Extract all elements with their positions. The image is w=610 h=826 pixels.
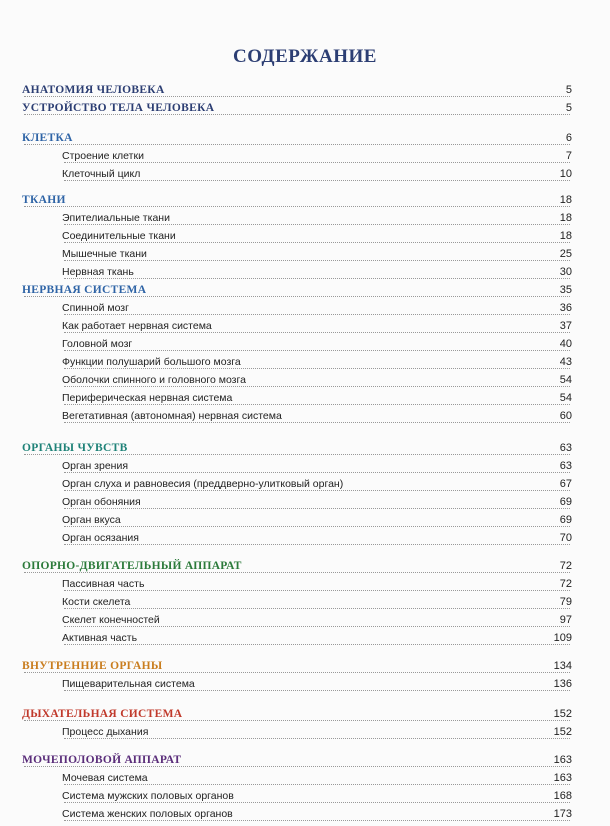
toc-section-entry bbox=[0, 560, 610, 578]
page-number: 54 bbox=[557, 392, 572, 404]
dot-leader bbox=[64, 526, 570, 527]
toc-subentry bbox=[0, 392, 610, 410]
dot-leader bbox=[24, 114, 570, 115]
page-number: 10 bbox=[557, 168, 572, 180]
dot-leader bbox=[64, 386, 570, 387]
toc-subentry bbox=[0, 614, 610, 632]
page-number: 40 bbox=[557, 338, 572, 350]
dot-leader bbox=[24, 672, 570, 673]
toc-subentry bbox=[0, 496, 610, 514]
page-number: 7 bbox=[563, 150, 572, 162]
page-number: 136 bbox=[551, 678, 572, 690]
subsection-title: Эпителиальные ткани bbox=[62, 212, 173, 224]
toc-subentry bbox=[0, 356, 610, 374]
dot-leader bbox=[64, 332, 570, 333]
toc-subentry bbox=[0, 150, 610, 168]
page-number: 70 bbox=[557, 532, 572, 544]
toc-subentry bbox=[0, 374, 610, 392]
page-number: 43 bbox=[557, 356, 572, 368]
subsection-title: Орган зрения bbox=[62, 460, 131, 472]
toc-subentry bbox=[0, 212, 610, 230]
toc-subentry bbox=[0, 596, 610, 614]
toc-subentry bbox=[0, 678, 610, 696]
toc-section-entry bbox=[0, 194, 610, 212]
page-number: 63 bbox=[557, 442, 572, 454]
dot-leader bbox=[64, 608, 570, 609]
subsection-title: Как работает нервная система bbox=[62, 320, 215, 332]
toc-section-entry bbox=[0, 284, 610, 302]
page-number: 5 bbox=[563, 84, 572, 96]
toc-section-entry bbox=[0, 660, 610, 678]
subsection-title: Процесс дыхания bbox=[62, 726, 151, 738]
section-title: ДЫХАТЕЛЬНАЯ СИСТЕМА bbox=[22, 708, 185, 720]
dot-leader bbox=[24, 96, 570, 97]
subsection-title: Периферическая нервная система bbox=[62, 392, 235, 404]
subsection-title: Орган вкуса bbox=[62, 514, 124, 526]
subsection-title: Кости скелета bbox=[62, 596, 133, 608]
dot-leader bbox=[64, 784, 570, 785]
page-number: 72 bbox=[557, 560, 572, 572]
page-number: 134 bbox=[551, 660, 572, 672]
dot-leader bbox=[64, 820, 570, 821]
toc-subentry bbox=[0, 632, 610, 650]
page-number: 163 bbox=[551, 772, 572, 784]
page-number: 6 bbox=[563, 132, 572, 144]
toc-section-entry bbox=[0, 132, 610, 150]
subsection-title: Функции полушарий большого мозга bbox=[62, 356, 244, 368]
toc-subentry bbox=[0, 514, 610, 532]
page-number: 168 bbox=[551, 790, 572, 802]
dot-leader bbox=[64, 260, 570, 261]
toc-section-entry bbox=[0, 442, 610, 460]
toc-subentry bbox=[0, 248, 610, 266]
toc-subentry bbox=[0, 772, 610, 790]
toc-subentry bbox=[0, 320, 610, 338]
section-title: ОРГАНЫ ЧУВСТВ bbox=[22, 442, 131, 454]
page-number: 5 bbox=[563, 102, 572, 114]
toc-section-entry bbox=[0, 84, 610, 102]
dot-leader bbox=[64, 626, 570, 627]
page-number: 25 bbox=[557, 248, 572, 260]
dot-leader bbox=[64, 590, 570, 591]
dot-leader bbox=[24, 766, 570, 767]
subsection-title: Оболочки спинного и головного мозга bbox=[62, 374, 249, 386]
subsection-title: Спинной мозг bbox=[62, 302, 132, 314]
section-title: ВНУТРЕННИЕ ОРГАНЫ bbox=[22, 660, 165, 672]
subsection-title: Нервная ткань bbox=[62, 266, 137, 278]
page-number: 152 bbox=[551, 726, 572, 738]
dot-leader bbox=[24, 296, 570, 297]
dot-leader bbox=[64, 404, 570, 405]
page-number: 97 bbox=[557, 614, 572, 626]
dot-leader bbox=[24, 720, 570, 721]
dot-leader bbox=[64, 802, 570, 803]
dot-leader bbox=[64, 368, 570, 369]
subsection-title: Клеточный цикл bbox=[62, 168, 143, 180]
toc-section-entry bbox=[0, 708, 610, 726]
dot-leader bbox=[64, 180, 570, 181]
toc-subentry bbox=[0, 410, 610, 428]
section-title: УСТРОЙСТВО ТЕЛА ЧЕЛОВЕКА bbox=[22, 102, 217, 114]
dot-leader bbox=[24, 454, 570, 455]
toc-subentry bbox=[0, 726, 610, 744]
page-number: 36 bbox=[557, 302, 572, 314]
toc-section-entry bbox=[0, 754, 610, 772]
subsection-title: Система женских половых органов bbox=[62, 808, 236, 820]
page-number: 69 bbox=[557, 514, 572, 526]
section-title: КЛЕТКА bbox=[22, 132, 76, 144]
subsection-title: Скелет конечностей bbox=[62, 614, 163, 626]
dot-leader bbox=[64, 490, 570, 491]
page-number: 69 bbox=[557, 496, 572, 508]
toc-subentry bbox=[0, 532, 610, 550]
page-number: 18 bbox=[557, 212, 572, 224]
toc-subentry bbox=[0, 460, 610, 478]
subsection-title: Мышечные ткани bbox=[62, 248, 150, 260]
page-number: 152 bbox=[551, 708, 572, 720]
page-number: 67 bbox=[557, 478, 572, 490]
dot-leader bbox=[64, 314, 570, 315]
dot-leader bbox=[64, 278, 570, 279]
dot-leader bbox=[64, 508, 570, 509]
page-number: 18 bbox=[557, 194, 572, 206]
dot-leader bbox=[64, 690, 570, 691]
page-number: 37 bbox=[557, 320, 572, 332]
subsection-title: Орган слуха и равновесия (преддверно-улитковый орган) bbox=[62, 478, 346, 490]
dot-leader bbox=[64, 738, 570, 739]
page-number: 60 bbox=[557, 410, 572, 422]
page-number: 163 bbox=[551, 754, 572, 766]
section-title: МОЧЕПОЛОВОЙ АППАРАТ bbox=[22, 754, 184, 766]
subsection-title: Активная часть bbox=[62, 632, 140, 644]
section-title: ТКАНИ bbox=[22, 194, 69, 206]
toc-subentry bbox=[0, 808, 610, 826]
dot-leader bbox=[24, 206, 570, 207]
page-number: 72 bbox=[557, 578, 572, 590]
page-number: 35 bbox=[557, 284, 572, 296]
toc-subentry bbox=[0, 302, 610, 320]
dot-leader bbox=[64, 162, 570, 163]
subsection-title: Соединительные ткани bbox=[62, 230, 179, 242]
page-number: 173 bbox=[551, 808, 572, 820]
subsection-title: Пищеварительная система bbox=[62, 678, 198, 690]
dot-leader bbox=[64, 242, 570, 243]
dot-leader bbox=[64, 224, 570, 225]
section-title: НЕРВНАЯ СИСТЕМА bbox=[22, 284, 149, 296]
section-title: АНАТОМИЯ ЧЕЛОВЕКА bbox=[22, 84, 168, 96]
toc-subentry bbox=[0, 338, 610, 356]
dot-leader bbox=[64, 350, 570, 351]
page-number: 63 bbox=[557, 460, 572, 472]
section-title: ОПОРНО-ДВИГАТЕЛЬНЫЙ АППАРАТ bbox=[22, 560, 245, 572]
dot-leader bbox=[64, 544, 570, 545]
page-number: 79 bbox=[557, 596, 572, 608]
subsection-title: Вегетативная (автономная) нервная система bbox=[62, 410, 285, 422]
dot-leader bbox=[24, 572, 570, 573]
toc-subentry bbox=[0, 266, 610, 284]
dot-leader bbox=[64, 472, 570, 473]
subsection-title: Орган осязания bbox=[62, 532, 142, 544]
subsection-title: Строение клетки bbox=[62, 150, 147, 162]
toc-subentry bbox=[0, 790, 610, 808]
toc-subentry bbox=[0, 578, 610, 596]
subsection-title: Мочевая система bbox=[62, 772, 151, 784]
page-number: 30 bbox=[557, 266, 572, 278]
subsection-title: Орган обоняния bbox=[62, 496, 144, 508]
toc-subentry bbox=[0, 168, 610, 186]
toc-subentry bbox=[0, 230, 610, 248]
toc-section-entry bbox=[0, 102, 610, 120]
dot-leader bbox=[64, 422, 570, 423]
subsection-title: Пассивная часть bbox=[62, 578, 147, 590]
subsection-title: Система мужских половых органов bbox=[62, 790, 237, 802]
page-number: 109 bbox=[551, 632, 572, 644]
subsection-title: Головной мозг bbox=[62, 338, 135, 350]
page-number: 18 bbox=[557, 230, 572, 242]
page-number: 54 bbox=[557, 374, 572, 386]
page-title: СОДЕРЖАНИЕ bbox=[233, 46, 377, 67]
toc-subentry bbox=[0, 478, 610, 496]
dot-leader bbox=[64, 644, 570, 645]
dot-leader bbox=[24, 144, 570, 145]
